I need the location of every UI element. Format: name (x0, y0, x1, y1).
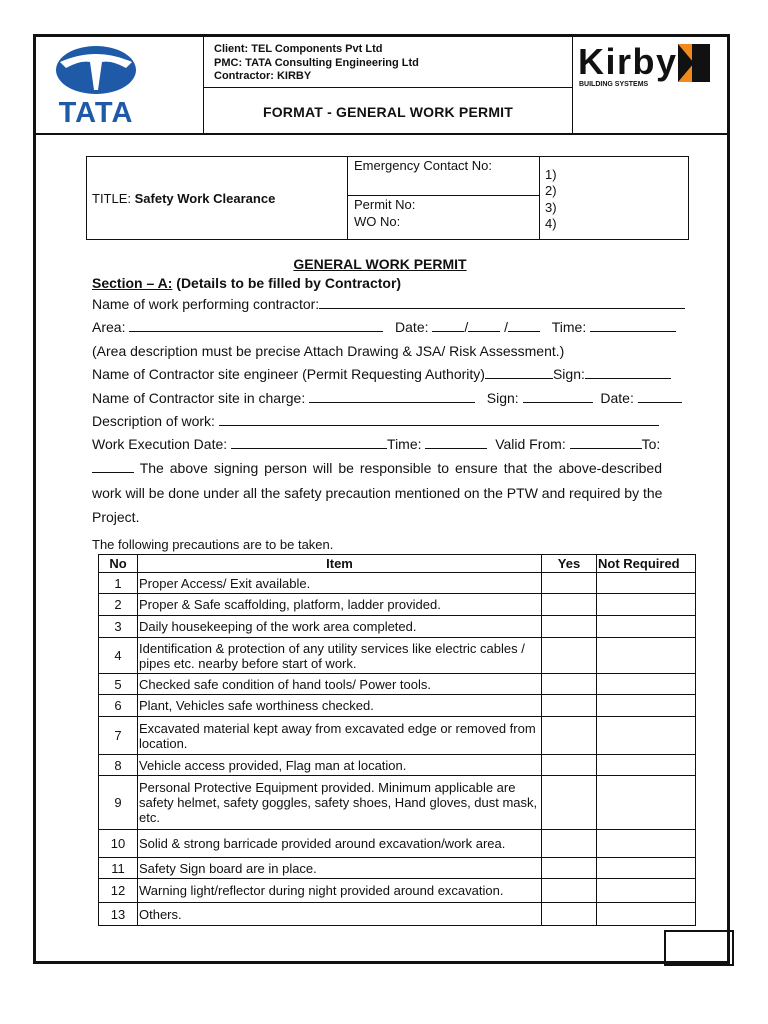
yes-cell[interactable] (542, 830, 597, 858)
yes-cell[interactable] (542, 573, 597, 594)
client-info (214, 43, 419, 84)
contractor-name-label: Name of work performing contractor: (92, 296, 320, 312)
kirby-logo (576, 40, 714, 88)
tata-logo-wordmark: TATA (58, 97, 134, 126)
table-row (99, 616, 696, 638)
description-line (92, 413, 659, 429)
area-time-blank (590, 319, 676, 332)
precautions-header-row (99, 555, 696, 573)
permit-no-label: Permit No: (354, 197, 416, 212)
table-row (99, 776, 696, 830)
not-required-cell[interactable] (597, 858, 696, 879)
yes-cell[interactable] (542, 674, 597, 695)
not-required-cell[interactable] (597, 830, 696, 858)
not-required-cell[interactable] (597, 879, 696, 903)
contractor-name-blank (319, 296, 685, 309)
row-item: Personal Protective Equipment provided. Minimum applicable are safety helmet, safety goggles, safety shoes, Hand gloves, dust mask, etc. (138, 776, 542, 830)
valid-to-label: To: (641, 436, 661, 452)
row-item: Plant, Vehicles safe worthiness checked. (138, 695, 542, 717)
valid-from-blank (570, 436, 642, 449)
not-required-cell[interactable] (597, 695, 696, 717)
kirby-logo-mark-dark (692, 44, 710, 82)
row-item: Proper Access/ Exit available. (138, 573, 542, 594)
not-required-cell[interactable] (597, 594, 696, 616)
yes-cell[interactable] (542, 695, 597, 717)
not-required-cell[interactable] (597, 776, 696, 830)
row-no: 7 (99, 717, 138, 755)
title-prefix: TITLE: (92, 191, 132, 206)
table-row (99, 594, 696, 616)
execution-time-label: Time: (387, 436, 422, 452)
section-a-desc: (Details to be filled by Contractor) (176, 275, 402, 291)
valid-from-label: Valid From: (495, 436, 566, 452)
not-required-cell[interactable] (597, 638, 696, 674)
table-row (99, 858, 696, 879)
row-item: Others. (138, 903, 542, 926)
date-slash-1: / (464, 319, 469, 335)
site-incharge-label: Name of Contractor site in charge: (92, 390, 306, 406)
site-engineer-sign-blank (585, 366, 671, 379)
row-no: 5 (99, 674, 138, 695)
row-item: Safety Sign board are in place. (138, 858, 542, 879)
area-time-label: Time: (551, 319, 587, 335)
row-item: Daily housekeeping of the work area completed. (138, 616, 542, 638)
responsibility-line-1 (92, 460, 662, 476)
header-mid-rule (203, 87, 573, 88)
responsibility-line-2: work will be done under all the safety precaution mentioned on the PTW and required by the (92, 485, 663, 501)
precautions-intro: The following precautions are to be taken. (92, 537, 334, 552)
yes-cell[interactable] (542, 858, 597, 879)
title-field (92, 191, 275, 206)
contractor-name-line (92, 296, 685, 312)
execution-line (92, 436, 660, 452)
contact-2: 2) (545, 183, 557, 198)
table-row (99, 879, 696, 903)
contact-3: 3) (545, 200, 557, 215)
row-item: Warning light/reflector during night provided around excavation. (138, 879, 542, 903)
title-box-mid-rule (347, 195, 539, 196)
precautions-table (98, 554, 696, 926)
responsibility-line-3: Project. (92, 509, 140, 525)
title-box-divider-1 (347, 156, 348, 240)
site-engineer-blank (485, 366, 553, 379)
row-no: 12 (99, 879, 138, 903)
col-header-no: No (99, 555, 138, 573)
area-note: (Area description must be precise Attach Drawing & JSA/ Risk Assessment.) (92, 343, 565, 359)
row-no: 8 (99, 755, 138, 776)
site-engineer-line (92, 366, 671, 382)
header-bottom-rule (36, 133, 727, 135)
row-item: Vehicle access provided, Flag man at location. (138, 755, 542, 776)
area-date-day-blank (432, 319, 464, 332)
col-header-yes: Yes (542, 555, 597, 573)
row-no: 3 (99, 616, 138, 638)
table-row (99, 573, 696, 594)
section-a-heading (92, 275, 401, 291)
row-no: 6 (99, 695, 138, 717)
row-no: 4 (99, 638, 138, 674)
yes-cell[interactable] (542, 717, 597, 755)
yes-cell[interactable] (542, 755, 597, 776)
col-header-item: Item (138, 555, 542, 573)
area-blank (129, 319, 383, 332)
not-required-cell[interactable] (597, 755, 696, 776)
yes-cell[interactable] (542, 638, 597, 674)
not-required-cell[interactable] (597, 674, 696, 695)
description-label: Description of work: (92, 413, 215, 429)
emergency-contact-label: Emergency Contact No: (354, 158, 493, 173)
row-item: Proper & Safe scaffolding, platform, ladder provided. (138, 594, 542, 616)
table-row (99, 638, 696, 674)
row-no: 10 (99, 830, 138, 858)
yes-cell[interactable] (542, 594, 597, 616)
table-row (99, 695, 696, 717)
area-date-label: Date: (395, 319, 429, 335)
row-no: 11 (99, 858, 138, 879)
kirby-logo-subtitle: BUILDING SYSTEMS (579, 81, 649, 88)
description-blank (219, 413, 659, 426)
header-divider-right (572, 36, 573, 134)
page-corner-box (664, 930, 734, 966)
row-no: 13 (99, 903, 138, 926)
area-date-month-blank (468, 319, 500, 332)
row-no: 2 (99, 594, 138, 616)
format-title: FORMAT - GENERAL WORK PERMIT (262, 104, 514, 120)
row-item: Solid & strong barricade provided around excavation/work area. (138, 830, 542, 858)
row-item: Checked safe condition of hand tools/ Power tools. (138, 674, 542, 695)
yes-cell[interactable] (542, 776, 597, 830)
responsibility-text-1: The above signing person will be responsible to ensure that the above-described (139, 460, 662, 476)
row-item: Identification & protection of any utility services like electric cables / pipes etc. nearby before start of work. (138, 638, 542, 674)
site-incharge-line (92, 390, 682, 406)
site-incharge-date-blank (638, 390, 682, 403)
not-required-cell[interactable] (597, 616, 696, 638)
site-engineer-label: Name of Contractor site engineer (Permit Requesting Authority) (92, 366, 485, 382)
site-engineer-sign-label: Sign: (552, 366, 585, 382)
valid-to-blank (92, 460, 134, 473)
table-row (99, 755, 696, 776)
area-line (92, 319, 676, 335)
row-no: 9 (99, 776, 138, 830)
table-row (99, 903, 696, 926)
tata-logo (38, 44, 154, 126)
contact-4: 4) (545, 216, 557, 231)
area-date-year-blank (508, 319, 540, 332)
client-line: Client: TEL Components Pvt Ltd (214, 43, 383, 55)
site-incharge-blank (309, 390, 475, 403)
section-a-label: Section – A: (92, 275, 173, 291)
execution-date-blank (231, 436, 387, 449)
kirby-logo-wordmark: Kirby (578, 41, 676, 82)
table-row (99, 674, 696, 695)
yes-cell[interactable] (542, 616, 597, 638)
title-box-divider-2 (539, 156, 540, 240)
not-required-cell[interactable] (597, 573, 696, 594)
col-header-not-required: Not Required (597, 555, 696, 573)
contact-1: 1) (545, 167, 557, 182)
title-value: Safety Work Clearance (134, 191, 276, 206)
area-label: Area: (92, 319, 126, 335)
yes-cell[interactable] (542, 879, 597, 903)
table-row (99, 830, 696, 858)
execution-time-blank (425, 436, 487, 449)
general-work-permit-heading: GENERAL WORK PERMIT (293, 256, 467, 272)
site-incharge-date-label: Date: (600, 390, 634, 406)
table-row (99, 717, 696, 755)
wo-no-label: WO No: (354, 214, 401, 229)
not-required-cell[interactable] (597, 717, 696, 755)
date-slash-2: / (504, 319, 509, 335)
contractor-line: Contractor: KIRBY (214, 70, 312, 82)
not-required-cell[interactable] (597, 903, 696, 926)
row-no: 1 (99, 573, 138, 594)
site-incharge-sign-blank (523, 390, 593, 403)
execution-date-label: Work Execution Date: (92, 436, 228, 452)
pmc-line: PMC: TATA Consulting Engineering Ltd (214, 56, 419, 69)
site-incharge-sign-label: Sign: (486, 390, 519, 406)
row-item: Excavated material kept away from excavated edge or removed from location. (138, 717, 542, 755)
yes-cell[interactable] (542, 903, 597, 926)
